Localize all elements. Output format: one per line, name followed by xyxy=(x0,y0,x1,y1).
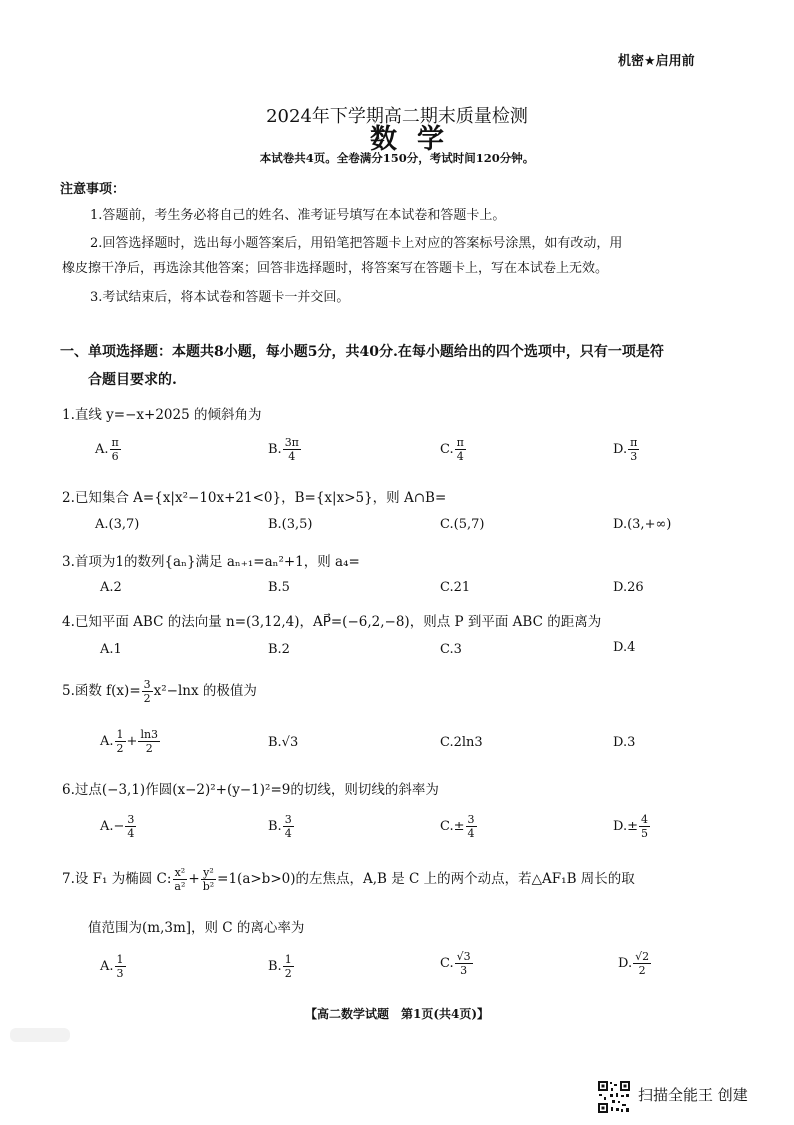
numerator: π xyxy=(456,436,464,449)
fraction xyxy=(633,950,651,977)
fraction xyxy=(142,678,153,705)
fraction xyxy=(172,866,187,893)
numerator: 4 xyxy=(640,813,648,826)
fraction xyxy=(115,953,126,980)
denominator: 2 xyxy=(143,692,151,705)
denominator: 3 xyxy=(630,450,638,463)
option-label: D.± xyxy=(613,819,638,834)
fraction xyxy=(115,728,126,755)
section-heading: 一、单项选择题：本题共8小题，每小题5分，共40分.在每小题给出的四个选项中，只有一项是符 xyxy=(60,344,664,360)
option-label: B. xyxy=(268,819,282,834)
denominator: 3 xyxy=(460,964,468,977)
denominator: 3 xyxy=(116,967,124,980)
numerator: 1 xyxy=(116,953,124,966)
numerator: x² xyxy=(174,866,186,879)
q3-option-c: C.21 xyxy=(440,580,471,595)
numerator: 3 xyxy=(127,813,135,826)
denominator: b² xyxy=(202,880,215,893)
fraction xyxy=(639,813,650,840)
question-2-stem: 2.已知集合 A={x|x²−10x+21<0}，B={x|x>5}，则 A∩B= xyxy=(62,490,447,506)
fraction xyxy=(125,813,136,840)
qr-code-icon xyxy=(597,1080,631,1114)
q7-option-b xyxy=(268,953,295,980)
stem-text: =1(a>b>0)的左焦点，A,B 是 C 上的两个动点，若△AF₁B 周长的取 xyxy=(217,871,635,887)
q1-option-d xyxy=(613,436,640,463)
numerator: y² xyxy=(203,866,214,879)
exam-info: 本试卷共4页。全卷满分150分，考试时间120分钟。 xyxy=(259,151,535,165)
option-label: C. xyxy=(440,956,454,971)
q1-option-b xyxy=(268,436,302,463)
q4-option-d: D.4 xyxy=(613,640,636,655)
option-label: D. xyxy=(618,956,633,971)
plus-sign: + xyxy=(126,734,138,749)
q7-option-c xyxy=(440,950,474,977)
denominator: 6 xyxy=(111,450,119,463)
option-label: C.± xyxy=(440,819,465,834)
numerator: 3 xyxy=(143,678,151,691)
fraction xyxy=(455,950,473,977)
plus-sign: + xyxy=(188,871,200,887)
question-5-stem xyxy=(62,678,257,705)
fraction xyxy=(283,813,294,840)
notice-item-3: 3.考试结束后，将本试卷和答题卡一并交回。 xyxy=(90,290,350,305)
denominator: 2 xyxy=(145,742,153,755)
option-label: A. xyxy=(100,959,114,974)
option-label: D. xyxy=(613,442,628,457)
scanner-watermark: 扫描全能王 创建 xyxy=(638,1086,748,1104)
denominator: 2 xyxy=(638,964,646,977)
confidential-label: 机密★启用前 xyxy=(618,54,695,69)
exam-title: 2024年下学期高二期末质量检测 xyxy=(266,106,528,127)
fraction xyxy=(110,436,121,463)
option-label: A. xyxy=(95,442,109,457)
q2-option-b: B.(3,5) xyxy=(268,517,313,532)
denominator: 4 xyxy=(456,450,464,463)
question-7-stem-cont: 值范围为(m,3m]，则 C 的离心率为 xyxy=(88,920,305,936)
q5-option-c: C.2ln3 xyxy=(440,735,483,750)
stem-text: 5.函数 f(x)= xyxy=(62,683,141,699)
fraction xyxy=(628,436,639,463)
denominator: a² xyxy=(174,880,186,893)
q3-option-b: B.5 xyxy=(268,580,290,595)
scan-smudge xyxy=(10,1028,70,1042)
stem-text: 7.设 F₁ 为椭圆 C: xyxy=(62,871,172,887)
fraction xyxy=(283,436,301,463)
q4-option-c: C.3 xyxy=(440,642,462,657)
denominator: 5 xyxy=(640,827,648,840)
q2-option-a: A.(3,7) xyxy=(95,517,140,532)
q6-option-c xyxy=(440,813,478,840)
numerator: ln3 xyxy=(140,728,159,741)
q7-option-a xyxy=(100,953,127,980)
notice-item-2-cont: 橡皮擦干净后，再选涂其他答案；回答非选择题时，将答案写在答题卡上，写在本试卷上无效。 xyxy=(62,261,609,276)
stem-text: x²−lnx 的极值为 xyxy=(153,683,257,699)
q6-option-a xyxy=(100,813,137,840)
denominator: 2 xyxy=(116,742,124,755)
denominator: 2 xyxy=(284,967,292,980)
question-7-stem xyxy=(62,866,635,893)
numerator: 1 xyxy=(284,953,292,966)
q2-option-d: D.(3,+∞) xyxy=(613,517,672,532)
numerator: 1 xyxy=(116,728,124,741)
question-1-stem: 1.直线 y=−x+2025 的倾斜角为 xyxy=(62,407,262,423)
denominator: 4 xyxy=(127,827,135,840)
numerator: √3 xyxy=(456,950,471,963)
q6-option-b xyxy=(268,813,295,840)
question-4-stem: 4.已知平面 ABC 的法向量 n=(3,12,4)，AP⃗=(−6,2,−8)，则点 P 到平面 ABC 的距离为 xyxy=(62,614,602,630)
denominator: 4 xyxy=(467,827,475,840)
section-heading-cont: 合题目要求的. xyxy=(88,372,177,388)
numerator: 3 xyxy=(284,813,292,826)
numerator: π xyxy=(111,436,119,449)
fraction xyxy=(201,866,216,893)
notice-item-2: 2.回答选择题时，选出每小题答案后，用铅笔把答题卡上对应的答案标号涂黑，如有改动，用 xyxy=(90,236,623,251)
numerator: √2 xyxy=(635,950,650,963)
denominator: 4 xyxy=(288,450,296,463)
option-label: A.− xyxy=(100,819,125,834)
page-footer: 【高二数学试题 第1页(共4页)】 xyxy=(304,1007,490,1021)
q3-option-d: D.26 xyxy=(613,580,644,595)
numerator: 3π xyxy=(284,436,299,449)
q4-option-a: A.1 xyxy=(100,642,122,657)
option-label: A. xyxy=(100,734,114,749)
q5-option-b: B.√3 xyxy=(268,735,299,750)
fraction xyxy=(466,813,477,840)
q5-option-a xyxy=(100,728,161,755)
q6-option-d xyxy=(613,813,651,840)
numerator: π xyxy=(630,436,638,449)
question-6-stem: 6.过点(−3,1)作圆(x−2)²+(y−1)²=9的切线，则切线的斜率为 xyxy=(62,782,439,798)
fraction xyxy=(455,436,466,463)
q7-option-d xyxy=(618,950,652,977)
question-3-stem: 3.首项为1的数列{aₙ}满足 aₙ₊₁=aₙ²+1，则 a₄= xyxy=(62,554,360,570)
notice-item-1: 1.答题前，考生务必将自己的姓名、准考证号填写在本试卷和答题卡上。 xyxy=(90,208,506,223)
numerator: 3 xyxy=(467,813,475,826)
notice-heading: 注意事项： xyxy=(60,182,126,197)
q3-option-a: A.2 xyxy=(100,580,122,595)
q4-option-b: B.2 xyxy=(268,642,290,657)
option-label: C. xyxy=(440,442,454,457)
q1-option-a xyxy=(95,436,122,463)
q5-option-d: D.3 xyxy=(613,735,636,750)
q2-option-c: C.(5,7) xyxy=(440,517,485,532)
fraction xyxy=(138,728,160,755)
fraction xyxy=(283,953,294,980)
subject-title: 数学 xyxy=(370,124,464,155)
option-label: B. xyxy=(268,959,282,974)
q1-option-c xyxy=(440,436,467,463)
option-label: B. xyxy=(268,442,282,457)
denominator: 4 xyxy=(284,827,292,840)
